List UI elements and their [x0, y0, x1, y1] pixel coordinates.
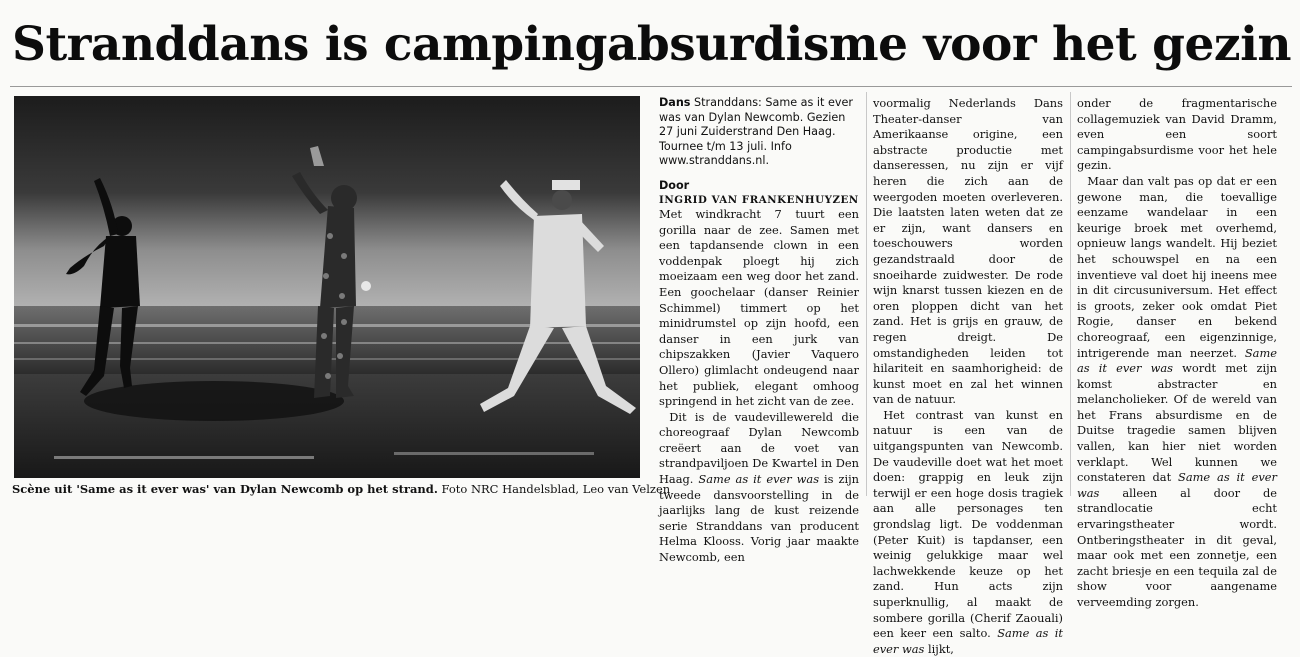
- column-divider: [866, 92, 867, 496]
- info-text: Stranddans: Same as it ever was van Dylan Newcomb. Gezien 27 juni Zuiderstrand Den Haag. Tournee t/m 13 juli. Info www.stranddans.nl.: [659, 96, 853, 168]
- article-column-3: [1077, 96, 1277, 611]
- paragraph-text: alleen al door de strandlocatie echt ervaringstheater wordt. Ontberingstheater in dit geval, maar ook met een zonnetje, een zacht briesje en een tequila zal de show voor aangename verveemding zorgen.: [1077, 485, 1277, 609]
- column-divider: [1070, 92, 1071, 496]
- paragraph-text: Het contrast van kunst en natuur is een van de uitgangspunten van Newcomb. De vaudeville doet wat het moet doen: grappig en leuk zijn terwijl er een hoge dosis tragiek aan alle personages ten grondslag ligt. De voddenman (Peter Kuit) is tapdanser, een weinig gelukkige maar wel lachwekkende keuze op het zand. Hun acts zijn superknullig, al maakt de sombere gorilla (Cherif Zaouali) een keer een salto.: [873, 407, 1063, 641]
- article-column-1: [659, 96, 859, 566]
- caption-credit: Foto NRC Handelsblad, Leo van Velzen: [437, 482, 671, 496]
- photo-caption: [12, 482, 671, 497]
- paragraph: [1077, 174, 1277, 611]
- paragraph-text: lijkt,: [924, 641, 954, 656]
- article-column-2: [873, 96, 1063, 657]
- title-italic: Same as it ever was: [1077, 345, 1278, 376]
- paragraph: [659, 410, 859, 566]
- headline: Stranddans is campingabsurdisme voor het gezin: [12, 17, 1292, 72]
- title-italic: Same as it ever was: [873, 626, 1063, 656]
- info-box: [659, 96, 859, 169]
- paragraph-text: wordt met zijn komst abstracter en melancholieker. Of de wereld van het Frans absurdisme en de Duitse tragedie samen blijven vallen, kan hier niet worden verklapt. Wel kunnen we constateren dat: [1077, 361, 1278, 485]
- title-italic: Same as it ever was: [698, 472, 820, 487]
- divider: [10, 86, 1292, 87]
- info-label: Dans: [659, 96, 691, 109]
- paragraph: Met windkracht 7 tuurt een gorilla naar de zee. Samen met een tapdansende clown in een voddenpak ploegt hij zich moeizaam een weg door het zand. Een goochelaar (danser Reinier Schimmel) timmert op het minidrumstel op zijn hoofd, een danser in een jurk van chipszakken (Javier Vaquero Ollero) glimlacht ondeugend naar het publiek, elegant omhoog springend in het zicht van de zee.: [659, 206, 859, 409]
- byline-author: INGRID VAN FRANKENHUYZEN: [659, 193, 859, 206]
- paragraph: [873, 408, 1063, 657]
- title-italic: Same as it ever was: [1077, 470, 1277, 500]
- paragraph-text: is zijn tweede dansvoorstelling in de jaarlijks lang de kust reizende serie Stranddans van producent Helma Klooss. Vorig jaar maakte Newcomb, een: [659, 472, 860, 565]
- paragraph-text: Dit is de vaudevillewereld die choreograaf Dylan Newcomb creëert aan de voet van strandpaviljoen De Kwartel in Den Haag.: [659, 409, 859, 487]
- article-photo: [14, 96, 640, 478]
- paragraph-text: Maar dan valt pas op dat er een gewone man, die toevallige eenzame wandelaar in een keurige broek met overhemd, opnieuw langs wandelt. Hij beziet het schouwspel en na een inventieve val doet hij ineens mee in dit circusuniversum. Het effect is groots, zeker ook omdat Piet Rogie, danser en bekend choreograaf, een eigenzinnige, intrigerende man neerzet.: [1077, 173, 1277, 360]
- byline-door: Door: [659, 178, 690, 192]
- caption-title: Scène uit 'Same as it ever was' van Dylan Newcomb op het strand.: [12, 482, 438, 496]
- paragraph: voormalig Nederlands Dans Theater-danser van Amerikaanse origine, een abstracte productie met danseressen, nu zijn er vijf heren die zich aan de weergoden moeten overleveren. Die laatsten laten weten dat ze er zijn, want dansers en toeschouwers worden gezandstraald door de snoeiharde zuidwester. De rode wijn knarst tussen kiezen en de oren ploppen dicht van het zand. Het is grijs en grauw, de regen dreigt. De omstandigheden leiden tot hilariteit en saamhorigheid: de kunst moet en zal het winnen van de natuur.: [873, 96, 1063, 407]
- paragraph: onder de fragmentarische collagemuziek van David Dramm, even een soort campingabsurdisme voor het hele gezin.: [1077, 96, 1277, 173]
